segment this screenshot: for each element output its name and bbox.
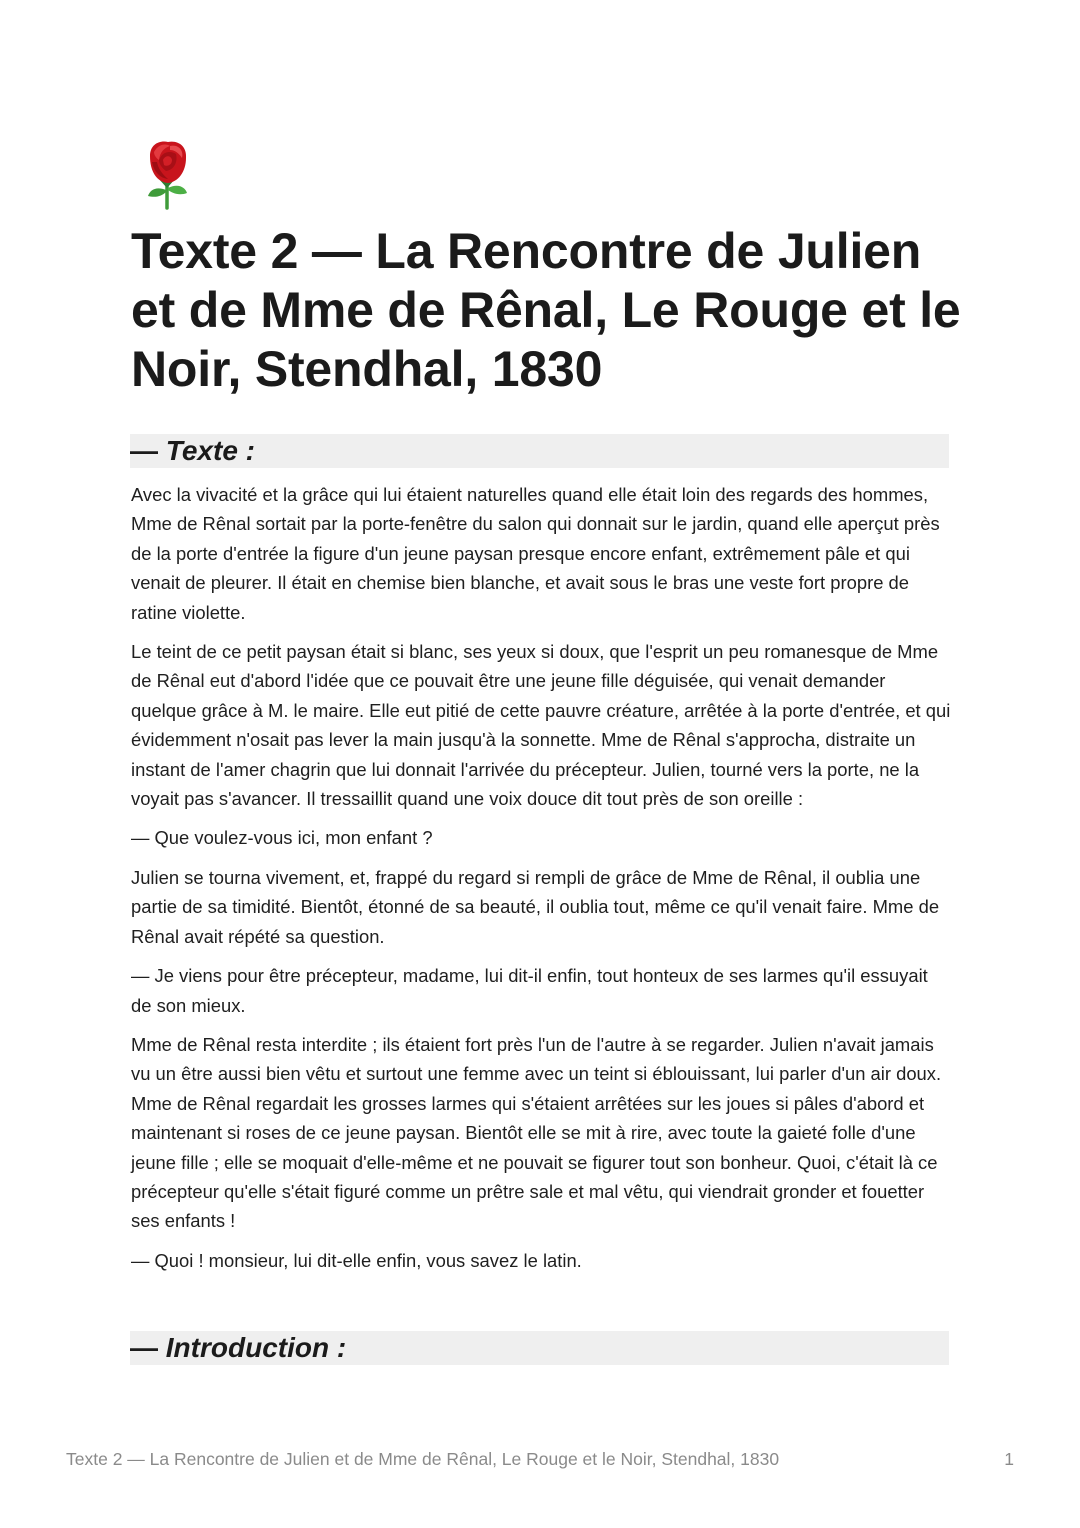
- rose-icon: [140, 138, 196, 212]
- document-title: Texte 2 — La Rencontre de Julien et de Mme de Rênal, Le Rouge et le Noir, Stendhal, 1830: [131, 223, 961, 397]
- footer-running-title: Texte 2 — La Rencontre de Julien et de Mme de Rênal, Le Rouge et le Noir, Stendhal, 1830: [66, 1449, 780, 1469]
- heading-label: Texte :: [165, 435, 255, 466]
- paragraph: Mme de Rênal resta interdite ; ils étaient fort près l'un de l'autre à se regarder. Julien n'avait jamais vu un être aussi bien vêtu et surtout une femme avec un teint si éblouissant, lui parler d'un air doux. Mme de Rênal regardait les grosses larmes qui s'étaient arrêtées sur les joues si pâles d'abord et maintenant si roses de ce jeune paysan. Bientôt elle se mit à rire, avec toute la gaieté folle d'une jeune fille ; elle se moquait d'elle-même et ne pouvait se figurer tout son bonheur. Quoi, c'était là ce précepteur qu'elle s'était figuré comme un prêtre sale et mal vêtu, qui viendrait gronder et fouetter ses enfants !: [131, 1033, 942, 1232]
- dialogue-line: — Quoi ! monsieur, lui dit-elle enfin, vous savez le latin.: [131, 1249, 582, 1271]
- paragraph: Le teint de ce petit paysan était si blanc, ses yeux si doux, que l'esprit un peu romanesque de Mme de Rênal eut d'abord l'idée que ce pouvait être une jeune fille déguisée, qui venait demander quelque grâce à M. le maire. Elle eut pitié de cette pauvre créature, arrêtée à la porte d'entrée, et qui évidemment n'osait pas lever la main jusqu'à la sonnette. Mme de Rênal s'approcha, distraite un instant de l'amer chagrin que lui donnait l'arrivée du précepteur. Julien, tourné vers la porte, ne la voyait pas s'avancer. Il tressaillit quand une voix douce dit tout près de son oreille :: [131, 641, 951, 810]
- page-number: 1: [1004, 1449, 1014, 1469]
- paragraph: Julien se tourna vivement, et, frappé du regard si rempli de grâce de Mme de Rênal, il oublia une partie de sa timidité. Bientôt, étonné de sa beauté, il oublia tout, même ce qu'il venait faire. Mme de Rênal avait répété sa question.: [131, 866, 940, 947]
- heading-dash: —: [130, 1332, 166, 1363]
- section-heading-introduction: [130, 1331, 949, 1365]
- paragraph: Avec la vivacité et la grâce qui lui étaient naturelles quand elle était loin des regards des hommes, Mme de Rênal sortait par la porte-fenêtre du salon qui donnait sur le jardin, quand elle aperçut près de la porte d'entrée la figure d'un jeune paysan presque encore enfant, extrêmement pâle et qui venait de pleurer. Il était en chemise bien blanche, et avait sous le bras une veste fort propre de ratine violette.: [131, 484, 940, 623]
- dialogue-line: — Que voulez-vous ici, mon enfant ?: [131, 827, 433, 849]
- dialogue-line: — Je viens pour être précepteur, madame, lui dit-il enfin, tout honteux de ses larmes qu'il essuyait de son mieux.: [131, 965, 928, 1016]
- heading-label: Introduction :: [165, 1332, 347, 1363]
- heading-dash: —: [130, 435, 166, 466]
- text-body: [131, 480, 951, 1285]
- section-heading-texte: [130, 434, 949, 468]
